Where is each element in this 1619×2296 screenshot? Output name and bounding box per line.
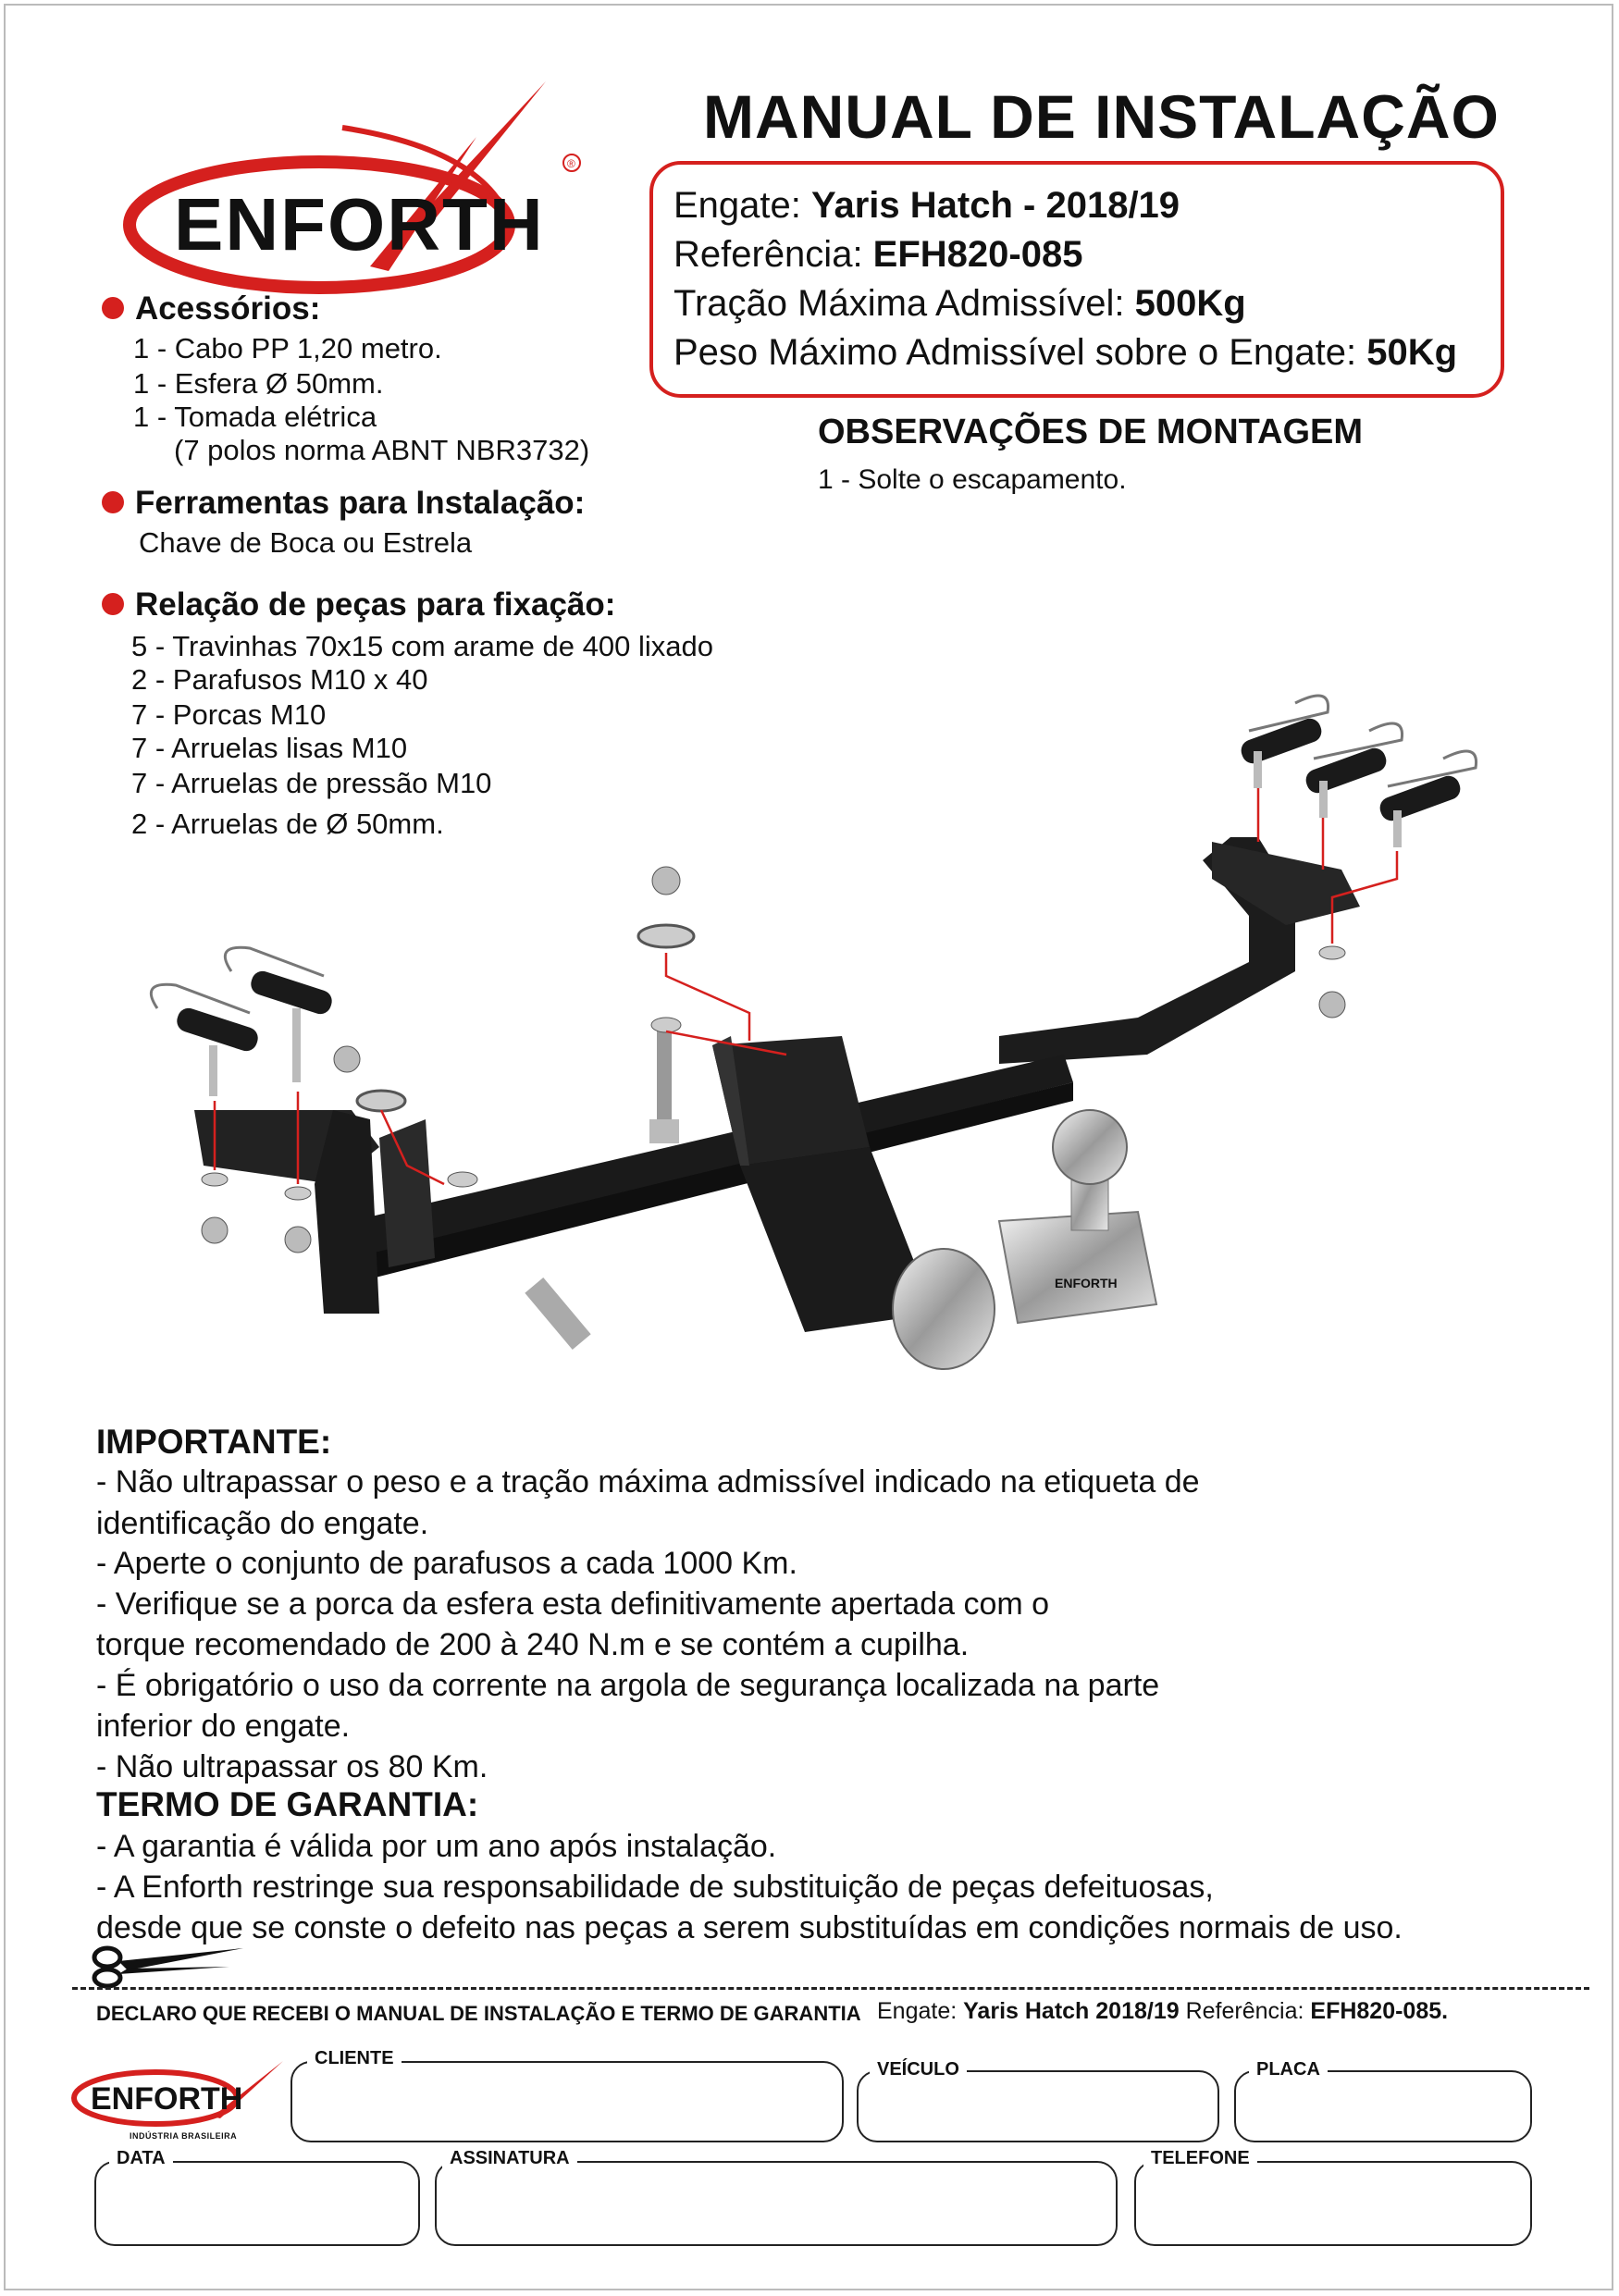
peca-item: 7 - Arruelas lisas M10 <box>131 732 408 764</box>
peca-item: 2 - Arruelas de Ø 50mm. <box>131 808 444 840</box>
product-info-box <box>649 161 1504 398</box>
ferramentas-title: Ferramentas para Instalação: <box>102 485 585 522</box>
importante-line: - Não ultrapassar o peso e a tração máxima admissível indicado na etiqueta de <box>96 1464 1200 1500</box>
declaracao-text: DECLARO QUE RECEBI O MANUAL DE INSTALAÇÃO E TERMO DE GARANTIA <box>96 2002 861 2025</box>
garantia-title: TERMO DE GARANTIA: <box>96 1785 479 1823</box>
pecas-title: Relação de peças para fixação: <box>102 586 615 623</box>
red-bullet-icon <box>102 593 124 615</box>
telefone-field[interactable] <box>1134 2161 1532 2246</box>
logo-small-text: ENFORTH <box>91 2081 243 2117</box>
importante-line: - É obrigatório o uso da corrente na argola de segurança localizada na parte <box>96 1668 1160 1703</box>
placa-field[interactable] <box>1234 2070 1532 2142</box>
footer-engate-ref: Engate: Yaris Hatch 2018/19 Referência: EFH820-085. <box>877 1998 1449 2024</box>
assinatura-field[interactable] <box>435 2161 1118 2246</box>
peca-item: 7 - Arruelas de pressão M10 <box>131 767 492 799</box>
telefone-label: TELEFONE <box>1143 2148 1257 2169</box>
acessorio-item: (7 polos norma ABNT NBR3732) <box>174 434 590 466</box>
veiculo-field[interactable] <box>857 2070 1219 2142</box>
importante-title: IMPORTANTE: <box>96 1423 332 1461</box>
veiculo-label: VEÍCULO <box>870 2059 967 2080</box>
ferramenta-item: Chave de Boca ou Estrela <box>139 526 473 559</box>
importante-line: torque recomendado de 200 à 240 N.m e se contém a cupilha. <box>96 1627 970 1662</box>
importante-line: - Aperte o conjunto de parafusos a cada 1000 Km. <box>96 1546 797 1581</box>
data-field[interactable] <box>94 2161 420 2246</box>
page-title: MANUAL DE INSTALAÇÃO <box>703 82 1500 151</box>
observacoes-title: OBSERVAÇÕES DE MONTAGEM <box>818 413 1364 451</box>
acessorios-title: Acessórios: <box>102 290 320 327</box>
importante-line: - Não ultrapassar os 80 Km. <box>96 1749 488 1784</box>
garantia-line: - A garantia é válida por um ano após instalação. <box>96 1829 777 1864</box>
acessorio-item: 1 - Cabo PP 1,20 metro. <box>133 332 442 364</box>
importante-line: inferior do engate. <box>96 1709 351 1744</box>
garantia-line: desde que se conste o defeito nas peças a serem substituídas em condições normais de uso. <box>96 1910 1403 1945</box>
enforth-logo-small <box>65 2061 287 2135</box>
referencia-line: Referência: EFH820-085 <box>674 234 1083 275</box>
observacoes-item: 1 - Solte o escapamento. <box>818 464 1127 495</box>
engate-line: Engate: Yaris Hatch - 2018/19 <box>674 185 1180 226</box>
importante-line: identificação do engate. <box>96 1506 429 1541</box>
data-label: DATA <box>109 2148 173 2169</box>
garantia-line: - A Enforth restringe sua responsabilidade de substituição de peças defeituosas, <box>96 1870 1214 1905</box>
tow-hitch-illustration <box>139 666 1489 1388</box>
importante-line: - Verifique se a porca da esfera esta definitivamente apertada com o <box>96 1586 1050 1622</box>
peso-line: Peso Máximo Admissível sobre o Engate: 50Kg <box>674 332 1458 373</box>
peca-item: 2 - Parafusos M10 x 40 <box>131 663 428 696</box>
red-bullet-icon <box>102 297 124 319</box>
cliente-label: CLIENTE <box>307 2048 402 2069</box>
red-bullet-icon <box>102 491 124 513</box>
cut-line <box>72 1987 1589 1990</box>
peca-item: 5 - Travinhas 70x15 com arame de 400 lixado <box>131 630 713 662</box>
scissors-icon <box>91 1943 248 1989</box>
enforth-logo <box>111 81 592 303</box>
placa-label: PLACA <box>1249 2059 1328 2080</box>
industria-brasileira-label: INDÚSTRIA BRASILEIRA <box>130 2131 238 2141</box>
peca-item: 7 - Porcas M10 <box>131 698 327 731</box>
cliente-field[interactable] <box>290 2061 844 2142</box>
acessorio-item: 1 - Tomada elétrica <box>133 401 377 433</box>
assinatura-label: ASSINATURA <box>442 2148 577 2169</box>
logo-text: ENFORTH <box>174 183 545 265</box>
acessorio-item: 1 - Esfera Ø 50mm. <box>133 367 384 400</box>
tracao-line: Tração Máxima Admissível: 500Kg <box>674 283 1246 324</box>
ball-mount-logo-text: ENFORTH <box>1055 1276 1118 1290</box>
svg-text:®: ® <box>567 157 575 170</box>
